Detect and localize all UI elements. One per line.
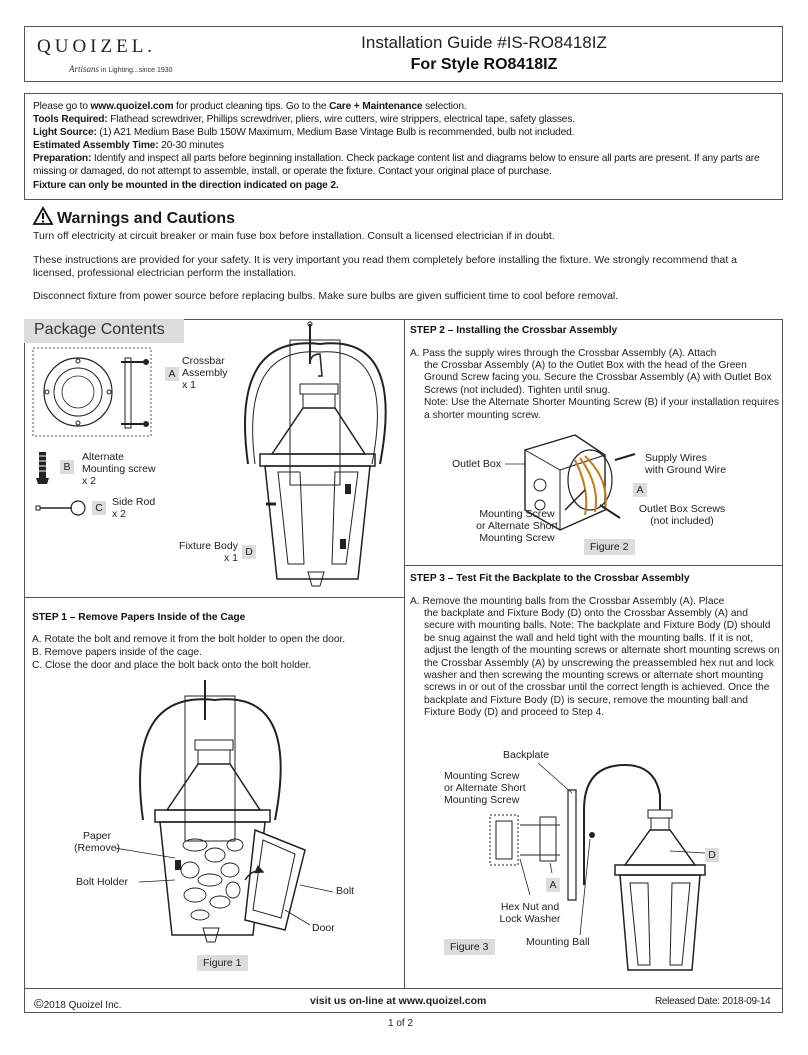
fixture-body-label: Fixture Body x 1 [179, 540, 238, 564]
style-title: For Style RO8418IZ [410, 56, 558, 73]
copyright-text: 2018 Quoizel Inc. [43, 1000, 122, 1011]
crossbar-assembly-drawing [33, 348, 153, 438]
tag-d: D [242, 545, 256, 559]
step2-title: STEP 2 – Installing the Crossbar Assembly [410, 325, 618, 336]
warnings-title [33, 207, 235, 228]
info-line-time: Estimated Assembly Time: 20-30 minutes [33, 140, 224, 152]
door-label: Door [312, 922, 335, 934]
step3-title: STEP 3 – Test Fit the Backplate to the Crossbar Assembly [410, 573, 690, 584]
info-line-website: Please go to www.quoizel.com for product cleaning tips. Go to the Care + Maintenance selection. [33, 101, 467, 112]
step1-c: C. Close the door and place the bolt back onto the bolt holder. [32, 660, 312, 671]
bolt-label: Bolt [336, 885, 355, 897]
step3-tag-a: A [546, 878, 560, 892]
fixture-body-drawing [240, 324, 390, 589]
tagline-italic: Artisans [69, 64, 100, 74]
package-contents-title: Package Contents [24, 319, 184, 343]
website-link[interactable]: www.quoizel.com [90, 101, 174, 112]
brand-name: QUOIZEL. [37, 36, 157, 57]
warning-p2: These instructions are provided for your safety. It is very important you read them completely before installing the fixture. We strongly recommend that a licensed, professional electrician perform the installation. [33, 254, 738, 279]
info-line-prep: Preparation: Identify and inspect all parts before beginning installation. Check package content list and diagrams below to ensure all parts are present. If any parts are missing or damaged, do not attempt to assemble, install, or operate the fixture. Contact your original place of purchase. [33, 153, 760, 178]
alternate-screw-drawing [36, 452, 50, 486]
info-line-tools: Tools Required: Flathead screwdriver, Phillips screwdriver, pliers, wire cutters, wire strippers, electrical tape, safety glasses. [33, 114, 575, 126]
brand-logo [25, 27, 185, 83]
warnings-title-text: Warnings and Cautions [57, 210, 236, 227]
step1-b: B. Remove papers inside of the cage. [32, 647, 202, 658]
step1-title: STEP 1 – Remove Papers Inside of the Cage [32, 612, 246, 623]
step3-divider [405, 565, 783, 566]
outlet-box-label: Outlet Box [452, 458, 502, 470]
document-header [24, 26, 783, 82]
figure1-caption: Figure 1 [197, 955, 248, 971]
warning-p1: Turn off electricity at circuit breaker or main fuse box before installation. Consult a licensed electrician if in doubt. [33, 230, 555, 242]
brand-tagline [69, 64, 173, 74]
step3-tag-d: D [705, 848, 719, 862]
figure1-drawing [135, 680, 335, 950]
step3-a-lead: A. Remove the mounting balls from the Crossbar Assembly (A). Place [410, 596, 725, 607]
supply-wires-label: Supply Wires with Ground Wire [645, 452, 727, 476]
tag-b: B [60, 460, 74, 474]
info-line-mount: Fixture can only be mounted in the direction indicated on page 2. [33, 179, 339, 191]
copyright [34, 996, 121, 1011]
side-rod-label: Side Rod x 2 [112, 496, 156, 520]
figure3-caption: Figure 3 [444, 939, 495, 955]
info-line-light: Light Source: (1) A21 Medium Base Bulb 150W Maximum, Medium Base Vintage Bulb is recommended, bulb not included. [33, 127, 575, 139]
tag-a: A [165, 367, 179, 381]
outlet-screws-label: Outlet Box Screws (not included) [638, 503, 726, 527]
visit-website-link[interactable]: visit us on-line at www.quoizel.com [310, 995, 487, 1007]
figure2-caption: Figure 2 [584, 539, 635, 555]
backplate-label: Backplate [503, 749, 550, 761]
warning-p3: Disconnect fixture from power source before replacing bulbs. Make sure bulbs are given sufficient time to cool before removal. [33, 290, 619, 302]
tagline-rest: in Lighting...since 1930 [99, 67, 173, 74]
guide-title: Installation Guide #IS-RO8418IZ [361, 33, 607, 52]
crossbar-label: Crossbar Assembly x 1 [182, 355, 228, 391]
step2-mounting-screw-label: Mounting Screw or Alternate Short Mounting Screw [476, 508, 558, 544]
step1-divider [24, 597, 405, 598]
step1-a: A. Rotate the bolt and remove it from the bolt holder to open the door. [32, 634, 346, 645]
warning-icon [33, 207, 53, 225]
step2-a-lead: A. Pass the supply wires through the Crossbar Assembly (A). Attach [410, 348, 717, 359]
step2-a-body: the Crossbar Assembly (A) to the Outlet Box with the head of the Green Ground Screw facing you. Secure the Crossbar Assembly (A) with Outlet Box Screws (not included). Tighten until snug. Note: Use the Alternate Shorter Mounting Screw (B) if your installation requires a shorter mounting screw. [424, 360, 780, 421]
bolt-holder-label: Bolt Holder [76, 876, 128, 888]
mounting-ball-label: Mounting Ball [526, 936, 590, 948]
page-number: 1 of 2 [388, 1018, 414, 1029]
title-block [185, 27, 783, 83]
step2-tag-a: A [633, 483, 647, 497]
info-box [24, 93, 783, 200]
step3-mounting-screw-label: Mounting Screw or Alternate Short Mounting Screw [444, 770, 526, 806]
tag-c: C [92, 501, 106, 515]
paper-label: Paper (Remove) [73, 830, 121, 854]
side-rod-drawing [36, 500, 92, 516]
step3-a-body: the backplate and Fixture Body (D) onto the Crossbar Assembly (A) and secure with mounting balls. Note: The backplate and Fixture Body (D) should be snug against the wall and held tight with the mounting balls. If it is not, adjust the length of the mounting screws or alternate short mounting screws on the Crossbar Assembly (A) by unscrewing the preassembled hex nut and lock washer and then screwing the mounting screws or alternate short mounting screws in or out of the crossbar until the correct length is achieved. Once the backplate and Fixture Body (D) is secure, remove the mounting ball and Fixture Body (D) and proceed to Step 4. [424, 608, 780, 719]
copyright-symbol: © [34, 996, 44, 1011]
released-date: Released Date: 2018-09-14 [655, 996, 771, 1007]
hex-nut-label: Hex Nut and Lock Washer [499, 901, 561, 925]
alternate-screw-label: Alternate Mounting screw x 2 [82, 451, 156, 487]
